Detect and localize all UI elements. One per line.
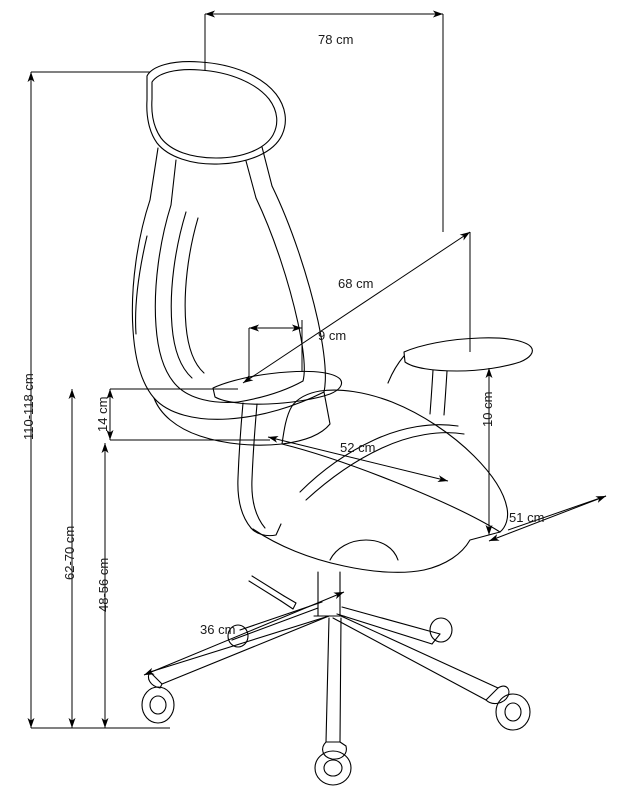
dimension-label-armrest-pad-height: 14 cm — [95, 396, 110, 432]
dimension-label-width-top: 78 cm — [318, 32, 354, 47]
chair-outline — [132, 62, 532, 785]
dimension-label-armrest-height-range: 62-70 cm — [62, 525, 77, 580]
dimension-label-seat-thickness: 10 cm — [480, 391, 495, 427]
dimension-label-armrest-offset: 9 cm — [318, 328, 347, 343]
dimension-label-seat-height-range: 48-56 cm — [96, 557, 111, 612]
dimension-label-depth-diagonal: 68 cm — [338, 276, 374, 291]
dimension-label-total-height: 110-118 cm — [21, 373, 36, 440]
dimension-label-seat-width: 51 cm — [509, 510, 545, 525]
dimension-label-base-diameter: 36 cm — [200, 622, 236, 637]
dimension-lines — [31, 14, 606, 728]
dimension-label-seat-depth: 52 cm — [340, 440, 376, 455]
